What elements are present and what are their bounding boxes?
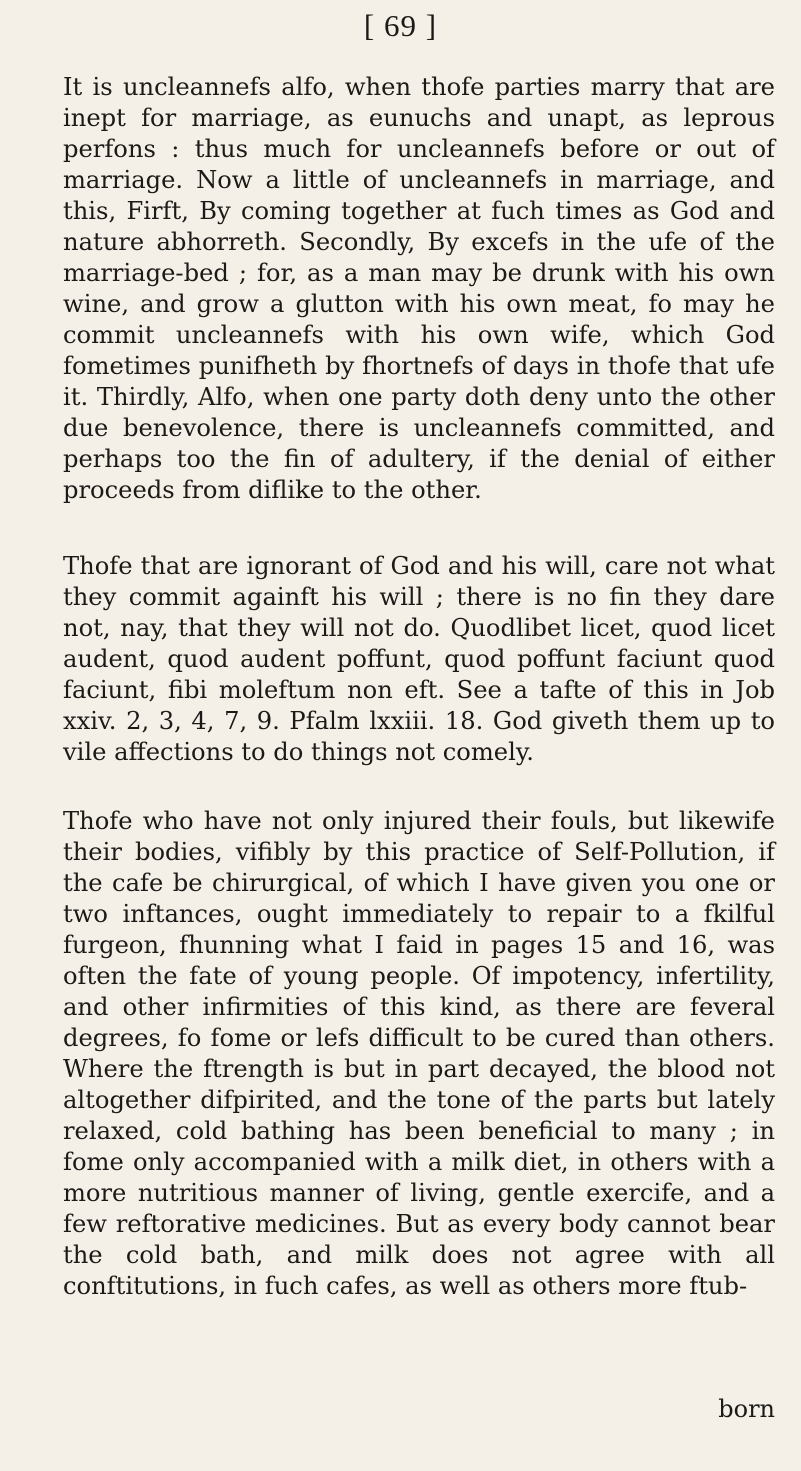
catchword: born — [718, 1395, 775, 1423]
page-number: [ 69 ] — [363, 8, 438, 43]
paragraph-uncleanness: It is uncleannefs alfo, when thofe parties marry that are inept for marriage, as eunuchs and unapt, as leprous perfons : thus much for uncleannefs before or out of marriage. Now a little of uncleannefs in marriage, and this, Firft, By coming together at fuch times as God and nature abhorreth. Secondly, By excefs in the ufe of the marriage-bed ; for, as a man may be drunk with his own wine, and grow a glutton with his own meat, fo may he commit uncleannefs with his own wife, which God fometimes punifheth by fhortnefs of days in thofe that ufe it. Thirdly, Alfo, when one party doth deny unto the other due benevolence, there is uncleannefs committed, and perhaps too the fin of adultery, if the denial of either proceeds from diflike to the other. — [63, 73, 775, 504]
paragraph-ignorant-of-god: Thofe that are ignorant of God and his will, care not what they commit againft his will ; there is no fin they dare not, nay, that they will not do. Quodlibet licet, quod licet audent, quod audent poffunt, quod poffunt faciunt quod faciunt, fibi moleftum non eft. See a tafte of this in Job xxiv. 2, 3, 4, 7, 9. Pfalm lxxiii. 18. God giveth them up to vile affections to do things not comely. — [63, 552, 775, 766]
body-text — [63, 72, 775, 1302]
paragraph-self-pollution: Thofe who have not only injured their fouls, but likewife their bodies, vifibly by this practice of Self-Pollution, if the cafe be chirurgical, of which I have given you one or two inftances, ought immediately to repair to a fkilful furgeon, fhunning what I faid in pages 15 and 16, was often the fate of young people. Of impotency, infertility, and other infirmities of this kind, as there are feveral degrees, fo fome or lefs difficult to be cured than others. Where the ftrength is but in part decayed, the blood not altogether difpirited, and the tone of the parts but lately relaxed, cold bathing has been beneficial to many ; in fome only accompanied with a milk diet, in others with a more nutritious manner of living, gentle exercife, and a few reftorative medicines. But as every body cannot bear the cold bath, and milk does not agree with all conftitutions, in fuch cafes, as well as others more ftub- — [63, 807, 775, 1300]
